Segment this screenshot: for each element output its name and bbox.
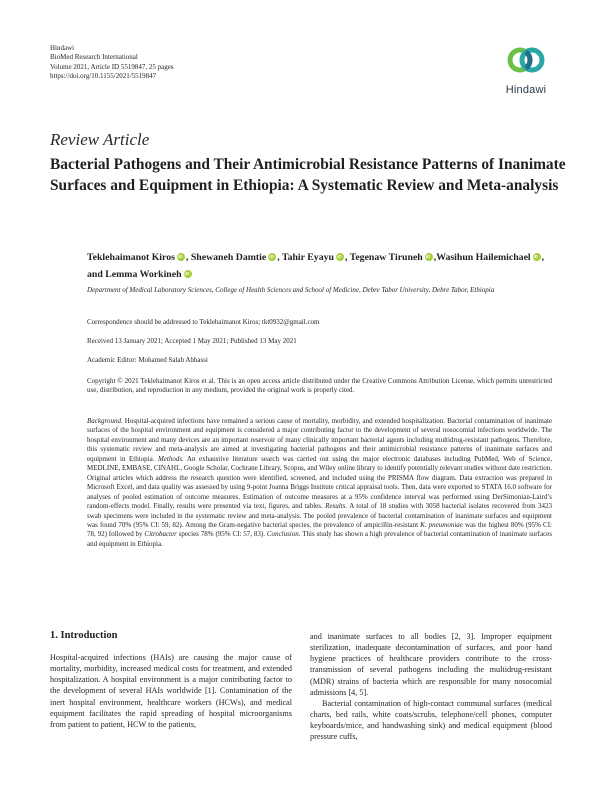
author-separator: ,	[277, 252, 282, 263]
publication-dates: Received 13 January 2021; Accepted 1 May 2021; Published 13 May 2021	[87, 337, 297, 345]
orcid-icon[interactable]	[184, 270, 192, 278]
abstract-background: Hospital-acquired infections have remained a serious cause of mortality, morbidity, and extended hospitalization. Bacterial contamination of inanimate surfaces of the hospital environment and equipment is considered a major contributing factor to the development of several nosocomial infections worldwide. The hospital environment and many devices are an important reservoir of many clinically important bacterial agents including multidrug-resistant pathogens. Therefore, this systematic review and meta-analysis are aimed at investigating bacterial pathogens and their antimicrobial resistance patterns of inanimate surfaces and equipment in Ethiopia.	[87, 417, 552, 463]
author-list	[87, 250, 547, 283]
author-name: Tegenaw Tiruneh	[349, 252, 423, 263]
academic-editor: Academic Editor: Mohamed Salah Abbassi	[87, 356, 208, 364]
article-type: Review Article	[50, 130, 150, 149]
abstract-background-label: Background.	[87, 417, 123, 425]
affiliation: Department of Medical Laboratory Sciences, College of Health Sciences and School of Medicine, Debre Tabor University, Debre Tabor, Ethiopia	[87, 286, 495, 294]
author-separator: ,	[344, 252, 350, 263]
author-separator: , and	[87, 252, 545, 280]
abstract-methods: An exhaustive literature search was carried out using the major electronic databases including PubMed, Web of Science, MEDLINE, EMBASE, CINAHL, Google Scholar, Cochrane Library, Scopus, and Wiley online library to identify potentially relevant studies without date restriction. Original articles which address the research question were identified, screened, and included using the PRISMA flow diagram. Data extraction was prepared in Microsoft Excel, and data quality was assessed by using 9-point Joanna Briggs Institute critical appraisal tools. Then, data were exported to STATA 16.0 software for analyses of pooled estimation of outcome measures. Estimation of outcome measures at a 95% confidence interval was performed using DerSimonian-Laird’s random-effects model. Finally, results were presented via text, figures, and tables.	[87, 454, 552, 511]
author-name: Tahir Eyayu	[281, 252, 334, 263]
orcid-icon[interactable]	[336, 253, 344, 261]
hindawi-logo	[496, 44, 556, 104]
volume-info: Volume 2021, Article ID 5519847, 25 pages	[50, 62, 174, 71]
species-name: Citrobacter	[144, 530, 177, 539]
journal-meta	[50, 44, 174, 81]
body-column-right	[310, 631, 552, 743]
abstract-conclusion-label: Conclusion.	[266, 530, 301, 539]
author-name: Teklehaimanot Kiros	[87, 252, 175, 263]
article-title: Bacterial Pathogens and Their Antimicrobial Resistance Patterns of Inanimate Surfaces and Equipment in Ethiopia: A Systematic Review and Meta-analysis	[50, 156, 566, 194]
journal-name: BioMed Research International	[50, 53, 138, 62]
paragraph: Hospital-acquired infections (HAIs) are causing the major cause of mortality, morbidity, increased medical costs for treatment, and extended hospitalization. A hospital environment is a major contributing factor to the development of several HAIs worldwide [1]. Contamination of the inert hospital environment, healthcare workers (HCWs), and medical equipment facilitates the rapid spreading of hospital microorganisms from patient to patient, HCW to the patients,	[50, 653, 292, 729]
author-name: Wasihun Hailemichael	[436, 252, 531, 263]
doi-link[interactable]: https://doi.org/10.1155/2021/5519847	[50, 71, 157, 80]
orcid-icon[interactable]	[533, 253, 541, 261]
logo-wordmark: Hindawi	[505, 84, 547, 96]
abstract-results-label: Results.	[325, 502, 348, 511]
orcid-icon[interactable]	[425, 253, 433, 261]
author-separator: ,	[185, 252, 191, 263]
hindawi-logo-icon	[506, 44, 546, 78]
abstract-results: A total of 18 studies with 3058 bacterial isolates recovered from 3423 swab specimens were included in the systematic review and meta-analysis. The pooled prevalence of bacterial contamination of inanimate surfaces and equipment was found 70% (95% CI: 59, 82). Among the Gram-negative bacterial species, the prevalence of ampicillin-resistant	[87, 502, 552, 529]
orcid-icon[interactable]	[268, 253, 276, 261]
author-separator: ,	[433, 252, 437, 263]
orcid-icon[interactable]	[177, 253, 185, 261]
abstract-methods-label: Methods.	[157, 454, 184, 463]
abstract	[87, 417, 552, 549]
abstract-results: was the highest 80% (95% CI: 78, 92) followed by	[87, 520, 552, 539]
abstract-conclusion: This study has shown a high prevalence of bacterial contamination of inanimate surfaces and equipment in Ethiopia.	[87, 530, 553, 548]
publisher-name: Hindawi	[50, 44, 75, 52]
copyright-notice: Copyright © 2021 Teklehaimanot Kiros et al. This is an open access article distributed under the Creative Commons Attribution License, which permits unrestricted use, distribution, and reproduction in any medium, provided the original work is properly cited.	[87, 377, 552, 395]
species-name: K. pneumoniae	[420, 520, 463, 529]
author-name: Shewaneh Damtie	[190, 252, 267, 263]
abstract-results: species 78% (95% CI: 57, 83).	[176, 530, 267, 539]
section-heading: 1. Introduction	[50, 630, 118, 641]
paragraph: and inanimate surfaces to all bodies [2, 3]. Improper equipment sterilization, inadequate decontamination of surfaces, and poor hand hygiene practices of healthcare providers contribute to the cross-transmission of several pathogens including the multidrug-resistant (MDR) strains of bacteria which are responsible for many nosocomial admissions [4, 5].	[310, 632, 552, 697]
body-column-left	[50, 652, 292, 730]
author-name: Lemma Workineh	[105, 268, 182, 280]
correspondence: Correspondence should be addressed to Teklehaimanot Kiros; tkt0932@gmail.com	[87, 318, 320, 326]
paragraph: Bacterial contamination of high-contact communal surfaces (medical charts, bed rails, white coats/scrubs, telephone/cell phones, computer keyboards/mice, and handwashing sink) and medical equipment (blood pressure cuffs,	[310, 698, 552, 742]
